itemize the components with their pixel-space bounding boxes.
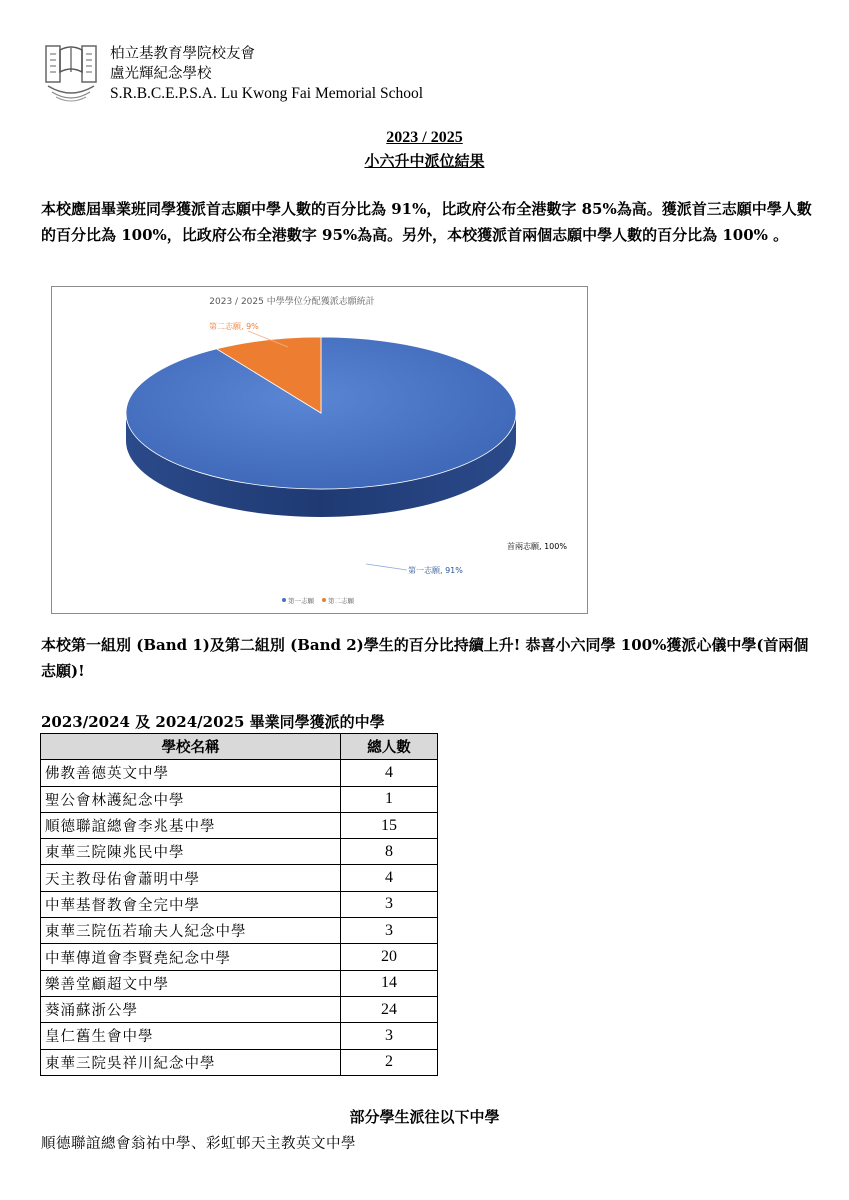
table-row <box>41 1023 438 1049</box>
other-schools-list: 順德聯誼總會翁祐中學、彩虹邨天主教英文中學 <box>41 1136 356 1152</box>
table-row <box>41 786 438 812</box>
count-cell: 2 <box>341 1049 438 1075</box>
slice-label-2: 第二志願, 9% <box>209 322 259 331</box>
school-name-block <box>110 44 423 104</box>
school-name-cell: 中華基督教會全完中學 <box>41 891 341 917</box>
count-cell: 20 <box>341 944 438 970</box>
school-name-chinese: 柏立基教育學院校友會 <box>110 46 255 62</box>
school-name-cell: 樂善堂顧超文中學 <box>41 970 341 996</box>
legend-label-1: 第一志願 <box>288 597 314 605</box>
count-cell: 14 <box>341 970 438 996</box>
other-schools-title: 部分學生派往以下中學 <box>349 1108 500 1126</box>
table-row <box>41 944 438 970</box>
count-cell: 15 <box>341 812 438 838</box>
school-name-cell: 東華三院陳兆民中學 <box>41 839 341 865</box>
chart-title: 2023 / 2025 中學學位分配獲派志願統計 <box>209 297 375 307</box>
count-cell: 24 <box>341 996 438 1022</box>
school-name-cell: 東華三院吳祥川紀念中學 <box>41 1049 341 1075</box>
pie-chart-frame <box>51 286 588 614</box>
school-name-cell: 天主教母佑會蕭明中學 <box>41 865 341 891</box>
legend-marker-2 <box>322 598 326 602</box>
school-name-cell: 中華傳道會李賢堯紀念中學 <box>41 944 341 970</box>
table-row <box>41 1049 438 1075</box>
count-cell: 8 <box>341 839 438 865</box>
count-cell: 3 <box>341 918 438 944</box>
table-row <box>41 918 438 944</box>
table-row <box>41 865 438 891</box>
school-name-cell: 葵涌蘇浙公學 <box>41 996 341 1022</box>
school-name-cell: 順德聯誼總會李兆基中學 <box>41 812 341 838</box>
document-year: 2023 / 2025 <box>386 129 463 146</box>
table-row <box>41 812 438 838</box>
count-cell: 4 <box>341 865 438 891</box>
school-name-cell: 佛教善德英文中學 <box>41 760 341 786</box>
table-row <box>41 760 438 786</box>
school-name-cell: 東華三院伍若瑜夫人紀念中學 <box>41 918 341 944</box>
school-crest-logo <box>42 42 100 104</box>
intro-paragraph: 本校應屆畢業班同學獲派首志願中學人數的百分比為 91%，比政府公布全港數字 85%為高。獲派首三志願中學人數的百分比為 100%，比政府公布全港數字 95%為高。另外，本校獲派首兩個志願中學人數的百分比為 100% 。 <box>41 200 812 244</box>
count-cell: 3 <box>341 1023 438 1049</box>
chart-annotation: 首兩志願, 100% <box>507 542 567 551</box>
schools-table <box>40 733 438 1076</box>
table-row <box>41 996 438 1022</box>
slice-leader-line-1 <box>366 564 407 570</box>
table-row <box>41 970 438 996</box>
band-note-paragraph: 本校第一組別 (Band 1)及第二組別 (Band 2)學生的百分比持續上升! 恭喜小六同學 100%獲派心儀中學(首兩個志願)! <box>41 636 809 680</box>
school-name-english: S.R.B.C.E.P.S.A. Lu Kwong Fai Memorial School <box>110 85 424 102</box>
table-row <box>41 839 438 865</box>
column-header-count: 總人數 <box>341 734 438 760</box>
pie-chart <box>52 287 589 615</box>
school-name-chinese-2: 盧光輝紀念學校 <box>110 66 212 82</box>
table-title: 2023/2024 及 2024/2025 畢業同學獲派的中學 <box>41 713 385 731</box>
count-cell: 1 <box>341 786 438 812</box>
count-cell: 3 <box>341 891 438 917</box>
legend-label-2: 第二志願 <box>328 597 354 605</box>
column-header-school: 學校名稱 <box>41 734 341 760</box>
count-cell: 4 <box>341 760 438 786</box>
slice-label-1: 第一志願, 91% <box>408 566 463 575</box>
school-name-cell: 皇仁舊生會中學 <box>41 1023 341 1049</box>
table-header-row <box>41 734 438 760</box>
table-row <box>41 891 438 917</box>
legend-marker-1 <box>282 598 286 602</box>
document-title: 小六升中派位結果 <box>364 152 485 170</box>
school-name-cell: 聖公會林護紀念中學 <box>41 786 341 812</box>
